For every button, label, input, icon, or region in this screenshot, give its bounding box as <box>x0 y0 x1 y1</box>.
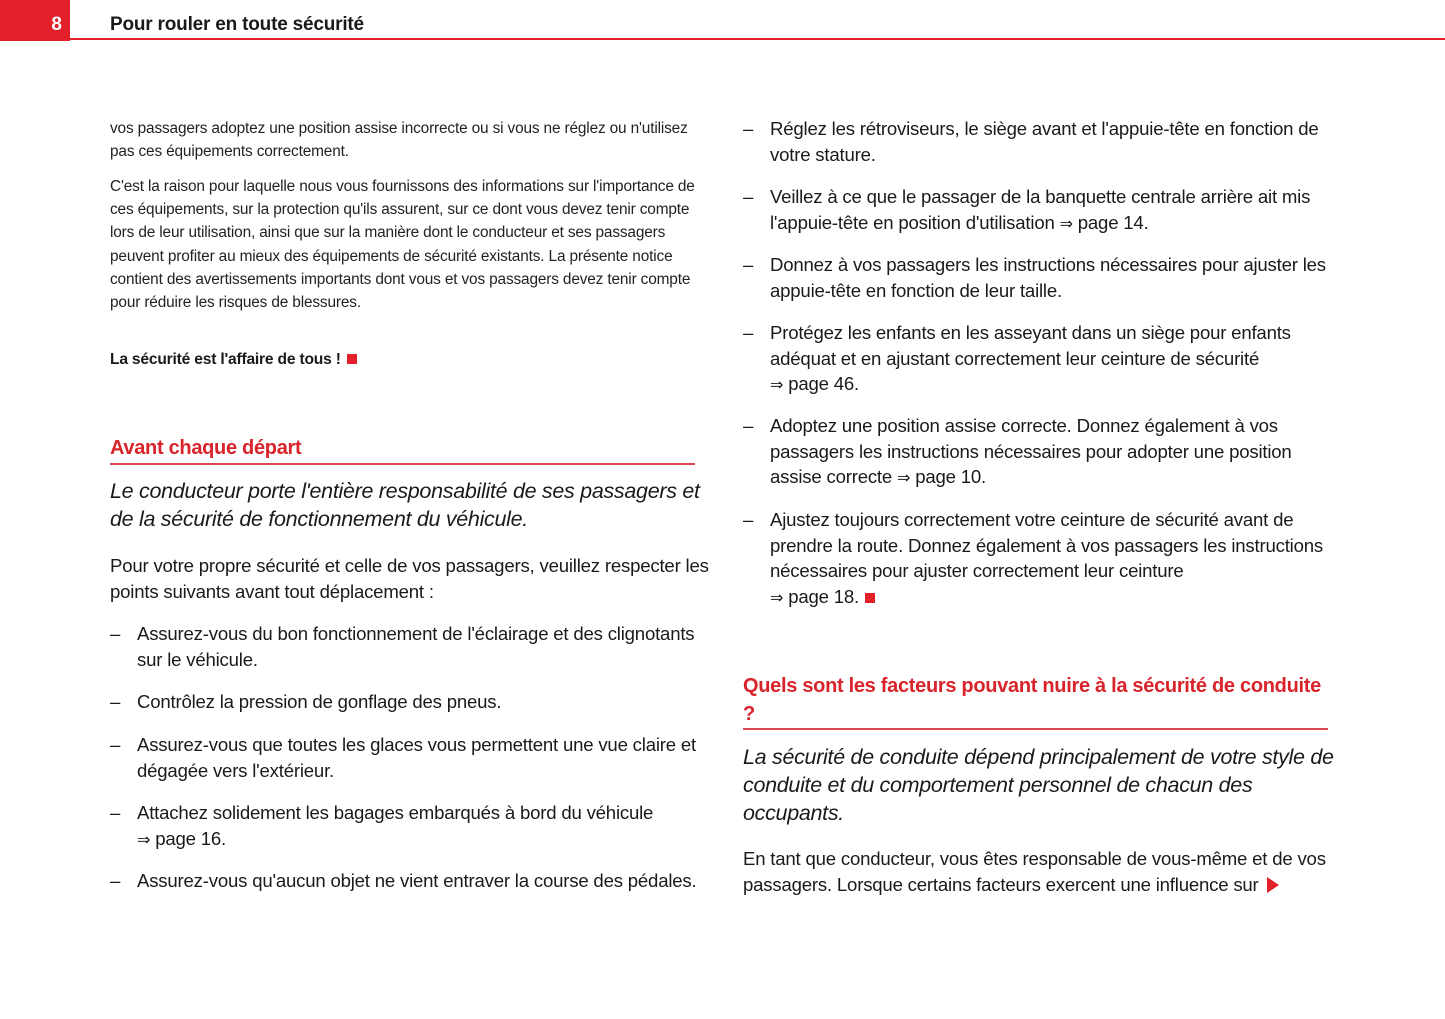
page-reference-text: page 16. <box>155 827 226 849</box>
list-item <box>743 507 1333 610</box>
section-heading-rule <box>110 463 695 465</box>
list-item-text: Ajustez toujours correctement votre ceinture de sécurité avant de prendre la route. Donnez également à vos passagers les instructions nécessaires pour ajuster correctement leur ceinture <box>770 509 1323 581</box>
page-reference-text: page 10. <box>915 466 986 487</box>
section-heading: Quels sont les facteurs pouvant nuire à la sécurité de conduite ? <box>743 675 1321 725</box>
list-item <box>743 413 1333 491</box>
xref-arrow-icon: ⇒ <box>770 587 784 607</box>
section-intro: La sécurité de conduite dépend principalement de votre style de conduite et du comportement personnel de chacun des occupants. <box>743 745 1334 825</box>
dash-bullet: – <box>743 118 754 139</box>
list-item-text: Réglez les rétroviseurs, le siège avant et l'appuie-tête en fonction de votre stature. <box>770 118 1319 165</box>
list-item-text: Assurez-vous du bon fonctionnement de l'éclairage et des clignotants sur le véhicule. <box>137 623 695 670</box>
list-item <box>743 252 1333 303</box>
dash-bullet: – <box>110 734 121 755</box>
dash-bullet: – <box>110 623 121 644</box>
list-item <box>110 868 700 894</box>
end-of-section-marker-icon <box>865 593 875 603</box>
section-body-content <box>743 846 1343 898</box>
list-item <box>743 320 1333 398</box>
list-item-text: Assurez-vous qu'aucun objet ne vient entraver la course des pédales. <box>137 870 697 891</box>
continued-next-page-arrow-icon <box>1267 877 1279 893</box>
page-number: 8 <box>51 14 62 35</box>
header-rule <box>70 38 1445 40</box>
end-of-section-marker-icon <box>347 354 357 364</box>
dash-bullet: – <box>743 254 754 275</box>
section-body: Pour votre propre sécurité et celle de vos passagers, veuillez respecter les points suivants avant tout déplacement : <box>110 555 709 602</box>
page-reference-text: page 46. <box>788 373 859 394</box>
list-item-text: Adoptez une position assise correcte. Donnez également à vos passagers les instructions nécessaires pour adopter une position assise correcte <box>770 415 1292 487</box>
list-item-text: Assurez-vous que toutes les glaces vous permettent une vue claire et dégagée vers l'extérieur. <box>137 734 696 781</box>
xref-arrow-icon: ⇒ <box>770 375 784 394</box>
xref-arrow-icon: ⇒ <box>1059 213 1073 233</box>
chapter-title: Pour rouler en toute sécurité <box>110 14 364 35</box>
list-item-text: Contrôlez la pression de gonflage des pneus. <box>137 691 502 712</box>
intro-paragraph: C'est la raison pour laquelle nous vous fournissons des informations sur l'importance de ces équipements, sur la protection qu'ils assurent, sur ce dont vous devez tenir compte lors de leur utilisation, ainsi que sur la manière dont le conducteur et ses passagers peuvent profiter au mieux des équipements de sécurité existants. La présente notice contient des avertissements importants dont vous et vos passagers devez tenir compte pour réduire les risques de blessures. <box>110 178 695 312</box>
list-item <box>110 689 700 715</box>
list-item <box>110 621 700 672</box>
page-reference-link[interactable] <box>1060 212 1149 233</box>
list-item-content <box>770 413 1333 491</box>
list-item-content <box>770 184 1333 236</box>
list-item <box>743 184 1333 236</box>
dash-bullet: – <box>110 802 121 823</box>
page-reference-link[interactable] <box>770 373 859 394</box>
list-item <box>110 732 700 783</box>
section-heading: Avant chaque départ <box>110 437 302 459</box>
dash-bullet: – <box>110 691 121 712</box>
xref-arrow-icon: ⇒ <box>137 829 151 849</box>
intro-paragraph: vos passagers adoptez une position assise incorrecte ou si vous ne réglez ou n'utilisez pas ces équipements correctement. <box>110 120 688 161</box>
list-item-content <box>770 507 1333 610</box>
list-item-text: Donnez à vos passagers les instructions nécessaires pour ajuster les appuie-tête en fonction de leur taille. <box>770 254 1326 301</box>
list-item-content <box>770 320 1333 398</box>
page-reference-link[interactable] <box>137 828 226 849</box>
list-item-text: Attachez solidement les bagages embarqués à bord du véhicule <box>137 802 654 823</box>
section-body: En tant que conducteur, vous êtes responsable de vous-même et de vos passagers. Lorsque certains facteurs exercent une influence sur <box>743 848 1326 895</box>
list-item <box>743 116 1333 167</box>
dash-bullet: – <box>110 870 121 891</box>
dash-bullet: – <box>743 415 754 436</box>
dash-bullet: – <box>743 509 754 530</box>
list-item-text: Protégez les enfants en les asseyant dans un siège pour enfants adéquat et en ajustant correctement leur ceinture de sécurité <box>770 322 1291 369</box>
page-reference-text: page 14. <box>1077 211 1149 233</box>
dash-bullet: – <box>743 186 754 207</box>
list-item-content <box>137 800 700 852</box>
bold-statement <box>110 349 357 371</box>
xref-arrow-icon: ⇒ <box>897 468 911 487</box>
page-reference-link[interactable] <box>770 586 859 607</box>
bold-statement-text: La sécurité est l'affaire de tous ! <box>110 351 341 368</box>
list-item <box>110 800 700 852</box>
dash-bullet: – <box>743 322 754 343</box>
section-intro: Le conducteur porte l'entière responsabilité de ses passagers et de la sécurité de fonctionnement du véhicule. <box>110 479 700 531</box>
list-item-text: Veillez à ce que le passager de la banquette centrale arrière ait mis l'appuie-tête en position d'utilisation <box>770 186 1311 233</box>
section-heading-rule <box>743 728 1328 730</box>
page-reference-link[interactable] <box>897 466 986 487</box>
page-reference-text: page 18. <box>788 585 859 607</box>
